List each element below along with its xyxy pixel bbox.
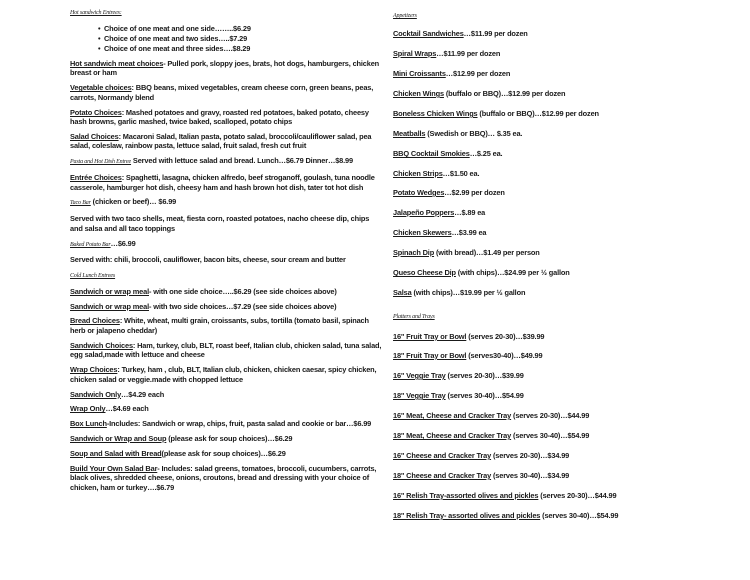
item-detail: …$12.99 per dozen — [445, 69, 511, 78]
item-name: BBQ Cocktail Smokies — [393, 149, 470, 158]
item-detail: : Macaroni Salad, Italian pasta, potato salad, broccoli/cauliflower salad, pea salad, coleslaw, rainbow pasta, lettuce salad, fruit salad, fresh cut fruit — [70, 131, 372, 151]
item-name: Chicken Wings — [393, 89, 444, 98]
item-name: 18" Veggie Tray — [393, 391, 446, 400]
item-detail: …$4.69 each — [105, 404, 149, 414]
section-heading: Baked Potato Bar — [70, 241, 111, 248]
section-heading-platters: Platters and Trays — [393, 314, 435, 320]
menu-item — [70, 270, 382, 282]
platter-item — [393, 451, 569, 461]
platter-item — [393, 471, 569, 481]
menu-item — [70, 173, 382, 192]
item-name: Entrée Choices — [70, 173, 122, 183]
section-heading-hot-sandwich: Hot sandwich Entrees: — [70, 10, 122, 16]
item-detail: - Includes: salad greens, tomatoes, broccoli, cucumbers, carrots, black olives, shredded cheese, onions, croutons, bread and dressing with your choice of chicken, ham or turkey….$6.79 — [70, 463, 377, 492]
item-name: Queso Cheese Dip — [393, 268, 456, 277]
appetizer-item — [393, 248, 540, 258]
item-detail: - with one side choice…..$6.29 (see side choices above) — [149, 286, 337, 296]
item-detail: (buffalo or BBQ)…$12.99 per dozen — [443, 89, 566, 98]
item-detail: : White, wheat, multi grain, croissants, subs, tortilla (tomato basil, spinach herb or jalapeno cheddar) — [70, 316, 369, 336]
menu-item — [70, 434, 382, 444]
platter-item — [393, 371, 524, 381]
appetizer-item — [393, 169, 479, 179]
item-detail: -Includes: Sandwich or wrap, chips, fruit, pasta salad and cookie or bar…$6.99 — [106, 419, 372, 429]
appetizer-item — [393, 89, 565, 99]
item-detail: (serves30-40)…$49.99 — [466, 351, 543, 360]
item-detail: (with bread)…$1.49 per person — [434, 248, 540, 257]
appetizer-item — [393, 149, 502, 159]
menu-item — [70, 365, 382, 384]
item-detail: …$2.99 per dozen — [444, 188, 505, 197]
platter-item — [393, 351, 542, 361]
item-detail: Served with: chili, broccoli, cauliflower, bacon bits, cheese, sour cream and butter — [70, 255, 346, 265]
appetizer-item — [393, 208, 485, 218]
item-detail: (serves 30-40)…$54.99 — [511, 431, 590, 440]
item-name: Potato Choices — [70, 107, 122, 117]
item-detail: - Pulled pork, sloppy joes, brats, hot dogs, hamburgers, chicken breast or ham — [70, 58, 380, 78]
bullet-icon: • — [98, 23, 101, 33]
menu-item — [70, 132, 382, 151]
platter-item — [393, 431, 589, 441]
item-detail: …$6.99 — [110, 238, 136, 248]
item-detail: : Spaghetti, lasagna, chicken alfredo, beef stroganoff, goulash, tuna noodle casserole, hamburger hot dish, cheesy ham and hash brown hot dish, tater tot hot dish — [70, 173, 375, 192]
appetizer-item — [393, 228, 486, 238]
section-heading: Pasta and Hot Dish Entree — [70, 159, 132, 166]
item-detail: …$3.99 ea — [451, 228, 487, 237]
item-name: Chicken Skewers — [393, 228, 452, 237]
item-name: Spiral Wraps — [393, 49, 437, 58]
item-detail: (serves 20-30)…$34.99 — [491, 451, 570, 460]
menu-item — [70, 316, 382, 335]
item-name: Meatballs — [393, 129, 426, 138]
item-name: 16" Cheese and Cracker Tray — [393, 451, 492, 460]
item-name: Sandwich Only — [70, 389, 122, 399]
menu-item — [70, 239, 382, 251]
appetizer-item — [393, 129, 522, 139]
item-detail: (buffalo or BBQ)…$12.99 per dozen — [477, 109, 599, 118]
item-detail: (serves 30-40)…$54.99 — [445, 391, 524, 400]
price-option — [70, 44, 382, 54]
item-name: 18" Cheese and Cracker Tray — [393, 471, 492, 480]
menu-item — [70, 214, 382, 233]
section-heading: Cold Lunch Entrees — [70, 273, 116, 280]
item-name: Jalapeño Poppers — [393, 208, 455, 217]
item-name: Salsa — [393, 288, 412, 297]
item-detail: : Mashed potatoes and gravy, roasted red potatoes, baked potato, cheesy hash browns, garlic mashed, twice baked, scalloped, potato chips — [70, 107, 369, 127]
item-name: Spinach Dip — [393, 248, 435, 257]
item-detail: (Swedish or BBQ)… $.35 ea. — [425, 129, 523, 138]
appetizer-item — [393, 288, 525, 298]
item-name: Mini Croissants — [393, 69, 446, 78]
menu-item — [70, 302, 382, 312]
platter-item — [393, 491, 616, 501]
item-detail: : BBQ beans, mixed vegetables, cream cheese corn, green beans, peas, carrots, Normandy blend — [70, 83, 374, 102]
appetizer-item — [393, 29, 528, 39]
item-name: 16" Veggie Tray — [393, 371, 446, 380]
menu-item — [70, 287, 382, 297]
item-name: Build Your Own Salad Bar — [70, 463, 158, 473]
item-name: 16" Meat, Cheese and Cracker Tray — [393, 411, 512, 420]
item-name: 18" Fruit Tray or Bowl — [393, 351, 467, 360]
item-detail: (serves 20-30)…$39.99 — [466, 332, 545, 341]
item-detail: …$11.99 per dozen — [436, 49, 501, 58]
menu-item — [70, 59, 382, 78]
item-detail: (chicken or beef)… $6.99 — [90, 197, 177, 207]
menu-item — [70, 197, 382, 209]
item-detail: (please ask for soup choices)…$6.29 — [166, 433, 293, 443]
menu-item — [70, 83, 382, 102]
item-detail: (serves 30-40)…$54.99 — [540, 511, 619, 520]
item-name: Potato Wedges — [393, 188, 445, 197]
item-name: Wrap Choices — [70, 365, 118, 375]
item-detail: Served with lettuce salad and bread. Lunch…$6.79 Dinner…$8.99 — [131, 156, 353, 166]
item-detail: …$.89 ea — [454, 208, 486, 217]
item-name: Sandwich Choices — [70, 340, 133, 350]
item-detail: (serves 20-30)…$44.99 — [538, 491, 617, 500]
item-name: 16" Fruit Tray or Bowl — [393, 332, 467, 341]
menu-item — [70, 464, 382, 493]
menu-item — [70, 341, 382, 360]
menu-item — [70, 156, 382, 168]
item-name: Box Lunch — [70, 419, 107, 429]
menu-item — [70, 108, 382, 127]
menu-item — [70, 404, 382, 414]
item-name: Bread Choices — [70, 316, 120, 326]
item-detail: …$4.29 each — [121, 389, 165, 399]
item-detail: Served with two taco shells, meat, fiesta corn, roasted potatoes, nacho cheese dip, chips and salsa and all taco toppings — [70, 214, 370, 233]
menu-item — [70, 419, 382, 429]
item-detail: (with chips)…$24.99 per ½ gallon — [455, 268, 570, 277]
bullet-icon: • — [98, 44, 101, 54]
item-name: Hot sandwich meat choices — [70, 58, 164, 68]
item-detail: …$11.99 per dozen — [463, 29, 528, 38]
item-name: Cocktail Sandwiches — [393, 29, 464, 38]
price-option-text: Choice of one meat and three sides….$8.29 — [104, 44, 251, 54]
item-name: Sandwich or wrap meal — [70, 286, 149, 296]
platter-item — [393, 332, 544, 342]
item-name: Vegetable choices — [70, 83, 132, 93]
item-detail: (with chips)…$19.99 per ½ gallon — [411, 288, 526, 297]
item-detail: : Ham, turkey, club, BLT, roast beef, Italian club, chicken salad, tuna salad, egg salad,made with lettuce and cheese — [70, 340, 382, 360]
item-name: Chicken Strips — [393, 169, 443, 178]
appetizer-item — [393, 109, 599, 119]
appetizer-item — [393, 49, 500, 59]
platter-item — [393, 511, 618, 521]
item-detail: (serves 20-30)…$39.99 — [445, 371, 524, 380]
appetizer-item — [393, 268, 570, 278]
item-detail: (serves 30-40)…$34.99 — [491, 471, 570, 480]
item-name: 18" Relish Tray- assorted olives and pickles — [393, 511, 541, 520]
price-option — [70, 34, 382, 44]
item-name: 16" Relish Tray-assorted olives and pickles — [393, 491, 539, 500]
platter-item — [393, 391, 524, 401]
price-option-text: Choice of one meat and one side……..$6.29 — [104, 23, 251, 33]
section-heading: Taco Bar — [70, 200, 91, 207]
appetizer-item — [393, 188, 505, 198]
item-detail: : Turkey, ham , club, BLT, Italian club, chicken, chicken caesar, spicy chicken, chicken salad or veggie.made with chopped lettuce — [70, 365, 377, 384]
item-name: Boneless Chicken Wings — [393, 109, 478, 118]
appetizer-item — [393, 69, 510, 79]
menu-item — [70, 390, 382, 400]
item-detail: (please ask for soup choices)…$6.29 — [161, 448, 286, 458]
platter-item — [393, 411, 589, 421]
item-detail: (serves 20-30)…$44.99 — [511, 411, 590, 420]
bullet-icon: • — [98, 33, 101, 43]
item-name: 18" Meat, Cheese and Cracker Tray — [393, 431, 512, 440]
item-detail: …$1.50 ea. — [442, 169, 480, 178]
menu-item — [70, 449, 382, 459]
price-option-text: Choice of one meat and two sides…..$7.29 — [104, 33, 248, 43]
item-detail: …$.25 ea. — [469, 149, 503, 158]
item-name: Sandwich or Wrap and Soup — [70, 433, 167, 443]
price-option — [70, 24, 382, 34]
section-heading-appetizers: Appetizers — [393, 13, 417, 19]
item-name: Wrap Only — [70, 404, 106, 414]
item-name: Soup and Salad with Bread — [70, 448, 162, 458]
left-column — [70, 9, 382, 497]
item-name: Sandwich or wrap meal — [70, 301, 149, 311]
item-detail: - with two side choices…$7.29 (see side choices above) — [149, 301, 337, 311]
item-name: Salad Choices — [70, 131, 119, 141]
menu-item — [70, 255, 382, 265]
